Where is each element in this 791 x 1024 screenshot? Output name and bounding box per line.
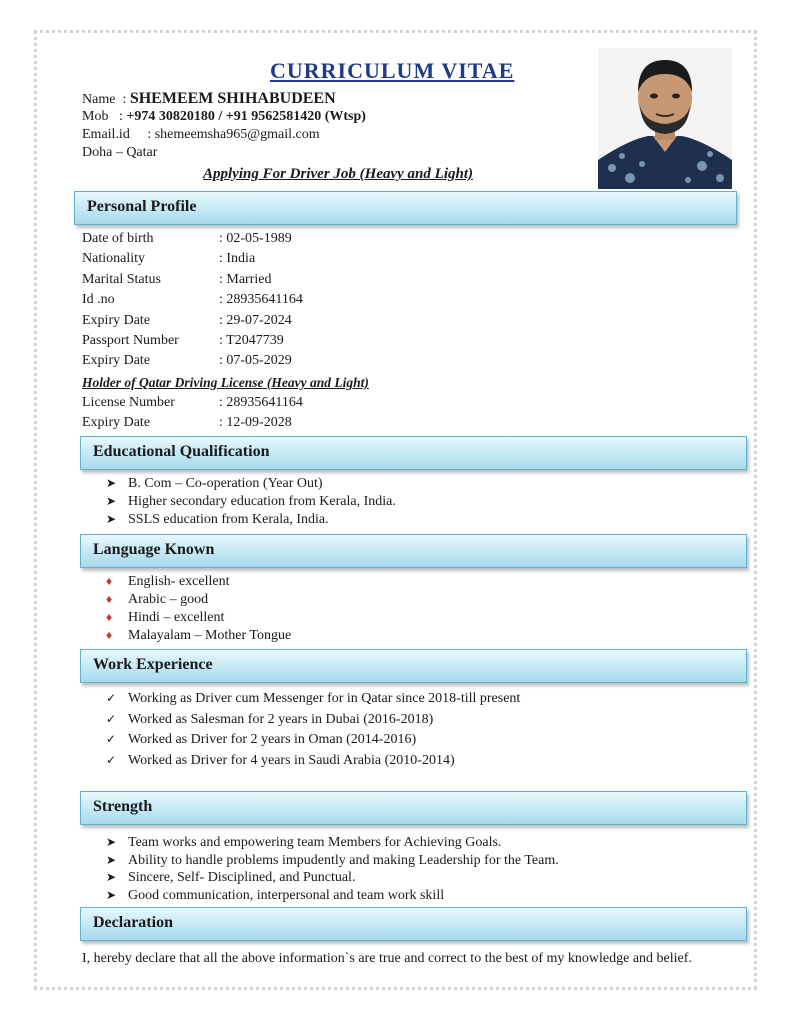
profile-row xyxy=(82,251,255,267)
email-label: Email.id xyxy=(82,127,130,142)
row-value: : 28935641164 xyxy=(219,395,303,410)
row-value: : 29-07-2024 xyxy=(219,313,292,328)
mobile-line: Mob : +974 30820180 / +91 9562581420 (Wtsp) xyxy=(82,109,366,124)
row-label: Date of birth xyxy=(82,231,154,246)
row-value: : Married xyxy=(219,272,272,287)
list-item xyxy=(106,835,502,851)
check-bullet-icon: ✓ xyxy=(106,691,117,705)
section-language xyxy=(80,534,747,568)
section-title: Strength xyxy=(93,798,153,815)
candidate-name: SHEMEEM SHIHABUDEEN xyxy=(129,90,336,107)
item-text: Ability to handle problems impudently and making Leadership for the Team. xyxy=(128,853,559,868)
location: Doha – Qatar xyxy=(82,145,158,160)
profile-row xyxy=(82,313,292,329)
mobile-label: Mob xyxy=(82,109,109,124)
item-text: Team works and empowering team Members for Achieving Goals. xyxy=(128,835,502,850)
section-title: Language Known xyxy=(93,541,215,558)
list-item xyxy=(106,691,521,707)
star-bullet-icon: ♦ xyxy=(106,592,113,606)
document-title: CURRICULUM VITAE xyxy=(270,58,515,83)
arrow-bullet-icon: ➤ xyxy=(106,494,117,508)
profile-row xyxy=(82,272,271,288)
section-title: Declaration xyxy=(93,914,173,931)
row-label: Passport Number xyxy=(82,333,179,348)
section-education xyxy=(80,436,747,470)
section-title: Work Experience xyxy=(93,656,213,673)
license-row xyxy=(82,395,303,411)
mobile-value: +974 30820180 / +91 9562581420 (Wtsp) xyxy=(126,109,366,124)
item-text: Higher secondary education from Kerala, India. xyxy=(128,494,396,509)
item-text: Hindi – excellent xyxy=(128,610,225,625)
applying-for: Applying For Driver Job (Heavy and Light) xyxy=(203,166,473,182)
item-text: Worked as Driver for 4 years in Saudi Arabia (2010-2014) xyxy=(128,753,455,768)
section-title: Personal Profile xyxy=(87,198,197,215)
item-text: SSLS education from Kerala, India. xyxy=(128,512,329,527)
list-item xyxy=(106,888,445,904)
item-text: B. Com – Co-operation (Year Out) xyxy=(128,476,323,491)
check-bullet-icon: ✓ xyxy=(106,712,117,726)
star-bullet-icon: ♦ xyxy=(106,610,113,624)
item-text: Working as Driver cum Messenger for in Qatar since 2018-till present xyxy=(128,691,521,706)
row-label: Expiry Date xyxy=(82,313,151,328)
license-heading: Holder of Qatar Driving License (Heavy and Light) xyxy=(82,375,369,390)
row-label: License Number xyxy=(82,395,175,410)
row-value: : India xyxy=(219,251,256,266)
row-value: : T2047739 xyxy=(219,333,284,348)
profile-photo xyxy=(598,48,732,189)
row-label: Id .no xyxy=(82,292,115,307)
list-item xyxy=(106,753,455,769)
item-text: Worked as Salesman for 2 years in Dubai (2016-2018) xyxy=(128,712,434,727)
star-bullet-icon: ♦ xyxy=(106,628,113,642)
star-bullet-icon: ♦ xyxy=(106,574,113,588)
item-text: Arabic – good xyxy=(128,592,209,607)
email-line: Email.id : shemeemsha965@gmail.com xyxy=(82,127,320,142)
row-value: : 12-09-2028 xyxy=(219,415,292,430)
row-value: : 02-05-1989 xyxy=(219,231,292,246)
list-item xyxy=(106,610,225,626)
item-text: Worked as Driver for 2 years in Oman (2014-2016) xyxy=(128,732,417,747)
row-label: Nationality xyxy=(82,251,145,266)
check-bullet-icon: ✓ xyxy=(106,753,117,767)
row-label: Expiry Date xyxy=(82,415,151,430)
list-item xyxy=(106,592,209,608)
arrow-bullet-icon: ➤ xyxy=(106,853,117,867)
profile-row xyxy=(82,292,303,308)
list-item xyxy=(106,494,396,510)
email-value: shemeemsha965@gmail.com xyxy=(154,127,320,142)
list-item xyxy=(106,870,356,886)
arrow-bullet-icon: ➤ xyxy=(106,512,117,526)
item-text: English- excellent xyxy=(128,574,230,589)
row-label: Marital Status xyxy=(82,272,161,287)
row-value: : 07-05-2029 xyxy=(219,353,292,368)
name-line: Name : SHEMEEM SHIHABUDEEN xyxy=(82,90,336,107)
list-item xyxy=(106,853,559,869)
item-text: Malayalam – Mother Tongue xyxy=(128,628,292,643)
item-text: Sincere, Self- Disciplined, and Punctual. xyxy=(128,870,356,885)
arrow-bullet-icon: ➤ xyxy=(106,476,117,490)
row-value: : 28935641164 xyxy=(219,292,303,307)
license-row xyxy=(82,415,292,431)
list-item xyxy=(106,476,323,492)
declaration-text: I, hereby declare that all the above information`s are true and correct to the best of my knowledge and belief. xyxy=(82,951,692,966)
row-label: Expiry Date xyxy=(82,353,151,368)
profile-row xyxy=(82,353,292,369)
check-bullet-icon: ✓ xyxy=(106,732,117,746)
section-title: Educational Qualification xyxy=(93,443,270,460)
section-strength xyxy=(80,791,747,825)
list-item xyxy=(106,574,230,590)
arrow-bullet-icon: ➤ xyxy=(106,888,117,902)
profile-row xyxy=(82,231,292,247)
list-item xyxy=(106,512,329,528)
section-personal-profile xyxy=(74,191,737,225)
list-item xyxy=(106,732,417,748)
list-item xyxy=(106,628,292,644)
name-label: Name xyxy=(82,92,116,107)
item-text: Good communication, interpersonal and team work skill xyxy=(128,888,445,903)
section-declaration xyxy=(80,907,747,941)
arrow-bullet-icon: ➤ xyxy=(106,870,117,884)
arrow-bullet-icon: ➤ xyxy=(106,835,117,849)
list-item xyxy=(106,712,434,728)
section-work-experience xyxy=(80,649,747,683)
profile-row xyxy=(82,333,284,349)
